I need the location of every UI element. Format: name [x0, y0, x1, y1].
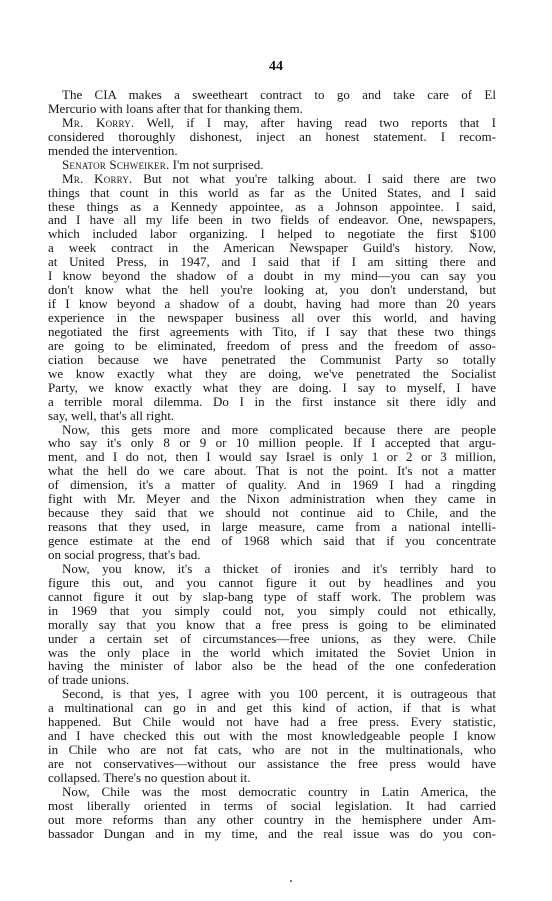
- line-text: bassador Dungan and in my time, and the real issue was do you con-: [48, 825, 496, 841]
- line-text: a week contract in the American Newspaper Guild's history. Now,: [48, 240, 496, 256]
- text-line: [48, 492, 496, 506]
- line-text: most liberally oriented in terms of social legislation. It had carried: [48, 797, 496, 813]
- line-text: in 1969 that you simply could not, you simply could not ethically,: [48, 602, 496, 618]
- line-text: Well, if I may, after having read two reports that I: [134, 114, 496, 130]
- text-line: [48, 339, 496, 353]
- line-text: and I have checked this out with the most knowledgeable people I know: [48, 728, 496, 744]
- line-text: things that count in this world as far as the United States, and I said: [48, 184, 496, 200]
- text-line: [48, 213, 496, 227]
- line-text: what the hell do we care about. That is not the point. It's not a matter: [48, 463, 496, 479]
- text-line: [48, 757, 496, 771]
- text-line: [48, 576, 496, 590]
- text-line: [48, 618, 496, 632]
- text-line: [48, 632, 496, 646]
- text-line: [48, 144, 496, 158]
- text-line: [48, 241, 496, 255]
- text-line: [48, 562, 496, 576]
- text-line: [48, 548, 496, 562]
- text-line: [48, 116, 496, 130]
- line-text: negotiated the first agreements with Tito, if I say that these two things: [48, 323, 496, 339]
- text-line: [48, 450, 496, 464]
- line-text: because they said that we should not continue aid to Chile, and the: [48, 505, 496, 521]
- line-text: if I know beyond a shadow of a doubt, having had more than 20 years: [48, 296, 496, 312]
- text-line: [48, 687, 496, 701]
- text-line: [48, 520, 496, 534]
- line-text: collapsed. There's no question about it.: [48, 769, 251, 785]
- text-line: [48, 395, 496, 409]
- speaker-name: Mr. Korry.: [62, 170, 133, 186]
- line-text: we know exactly what they are doing, we've penetrated the Socialist: [48, 365, 496, 381]
- text-line: [48, 715, 496, 729]
- text-line: [48, 827, 496, 841]
- text-line: [48, 102, 496, 116]
- text-line: [48, 255, 496, 269]
- footer-dot: [290, 880, 292, 882]
- line-text: The CIA makes a sweetheart contract to go and take care of El: [62, 87, 496, 102]
- line-text: Party, we know exactly what they are doing. I say to myself, I have: [48, 379, 496, 395]
- line-text: don't know what the hell you're looking at, you don't understand, but: [48, 282, 496, 298]
- line-text: happened. But Chile would not have had a free press. Every statistic,: [48, 714, 496, 730]
- line-text: in Chile who are not fat cats, who are not in the multinationals, who: [48, 742, 496, 758]
- line-text: having the minister of labor also be the head of the one confederation: [48, 658, 496, 674]
- line-text: fight with Mr. Meyer and the Nixon administration when they came in: [48, 491, 496, 507]
- text-line: [48, 423, 496, 437]
- line-text: Mercurio with loans after that for thanking them.: [48, 100, 303, 116]
- page-number: 44: [269, 59, 283, 74]
- text-line: [48, 283, 496, 297]
- line-text: say, well, that's all right.: [48, 407, 175, 423]
- text-line: [48, 464, 496, 478]
- line-text: Now, this gets more and more complicated because there are people: [62, 421, 496, 437]
- text-line: [48, 367, 496, 381]
- line-text: Second, is that yes, I agree with you 100 percent, it is outrageous that: [62, 686, 496, 702]
- line-text: ciation because we have penetrated the Communist Party so totally: [48, 351, 496, 367]
- line-text: ment, and I do not, then I would say Israel is only 1 or 2 or 3 million,: [48, 449, 496, 465]
- speaker-name: Senator Schweiker.: [62, 156, 170, 172]
- line-text: at United Press, in 1947, and I said that if I am sitting there and: [48, 254, 496, 270]
- text-line: [48, 186, 496, 200]
- text-line: [48, 409, 496, 423]
- line-text: are not conservatives—without our assistance the free press would have: [48, 756, 496, 771]
- line-text: cannot figure it out by slap-bang type of staff work. The problem was: [48, 588, 496, 604]
- text-line: [48, 771, 496, 785]
- line-text: on social progress, that's bad.: [48, 546, 201, 562]
- text-line: [48, 172, 496, 186]
- line-text: mended the intervention.: [48, 142, 178, 158]
- line-text: But not what you're talking about. I said there are two: [132, 170, 496, 186]
- text-line: [48, 534, 496, 548]
- line-text: morally say that you know that a free press is going to be eliminated: [48, 616, 496, 632]
- text-line: [48, 353, 496, 367]
- text-line: [48, 158, 496, 172]
- text-line: [48, 785, 496, 799]
- text-line: [48, 799, 496, 813]
- text-line: [48, 88, 496, 102]
- text-line: [48, 506, 496, 520]
- text-line: [48, 701, 496, 715]
- line-text: experience in the newspaper business all over this world, and having: [48, 310, 496, 325]
- text-line: [48, 659, 496, 673]
- line-text: a terrible moral dilemma. Do I in the first instance sit there idly and: [48, 393, 496, 409]
- line-text: was the only place in the world which imitated the Soviet Union in: [48, 644, 496, 660]
- text-line: [48, 604, 496, 618]
- line-text: Now, you know, it's a thicket of ironies and it's terribly hard to: [62, 560, 496, 576]
- text-line: [48, 590, 496, 604]
- line-text: who say it's only 8 or 9 or 10 million people. If I accepted that argu-: [48, 435, 496, 451]
- line-text: I'm not surprised.: [169, 156, 264, 172]
- transcript-body: [48, 88, 496, 841]
- text-line: [48, 381, 496, 395]
- text-line: [48, 130, 496, 144]
- line-text: which included labor organizing. I helped to negotiate the first $100: [48, 226, 496, 242]
- text-line: [48, 227, 496, 241]
- line-text: Now, Chile was the most democratic country in Latin America, the: [62, 783, 496, 799]
- line-text: are going to be eliminated, freedom of press and the freedom of asso-: [48, 337, 496, 353]
- text-line: [48, 200, 496, 214]
- text-line: [48, 297, 496, 311]
- text-line: [48, 813, 496, 827]
- text-line: [48, 325, 496, 339]
- text-line: [48, 646, 496, 660]
- text-line: [48, 729, 496, 743]
- text-line: [48, 311, 496, 325]
- line-text: reasons that they used, in large measure, came from a national intelli-: [48, 519, 496, 535]
- text-line: [48, 436, 496, 450]
- line-text: out more reforms than any other country in the hemisphere under Am-: [48, 811, 496, 827]
- line-text: of dimension, it's a matter of quality. And in 1969 I had a ringding: [48, 477, 496, 493]
- line-text: figure this out, and you cannot figure it out by headlines and you: [48, 574, 496, 590]
- text-line: [48, 478, 496, 492]
- line-text: under a certain set of circumstances—free unions, as they were. Chile: [48, 630, 496, 646]
- line-text: considered thoroughly dishonest, inject an honest statement. I recom-: [48, 128, 496, 144]
- text-line: [48, 743, 496, 757]
- line-text: and I have all my life been in two fields of endeavor. One, newspapers,: [48, 212, 496, 228]
- line-text: a multinational can go in and get this kind of action, if that is what: [48, 700, 496, 716]
- line-text: gence estimate at the end of 1968 which said that if you concentrate: [48, 533, 496, 548]
- speaker-name: Mr. Korry.: [62, 114, 135, 130]
- line-text: of trade unions.: [48, 672, 130, 688]
- text-line: [48, 673, 496, 687]
- line-text: these things as a Kennedy appointee, as a Johnson appointee. I said,: [48, 198, 496, 214]
- text-line: [48, 269, 496, 283]
- line-text: I know beyond the shadow of a doubt in my mind—you can say you: [48, 268, 496, 284]
